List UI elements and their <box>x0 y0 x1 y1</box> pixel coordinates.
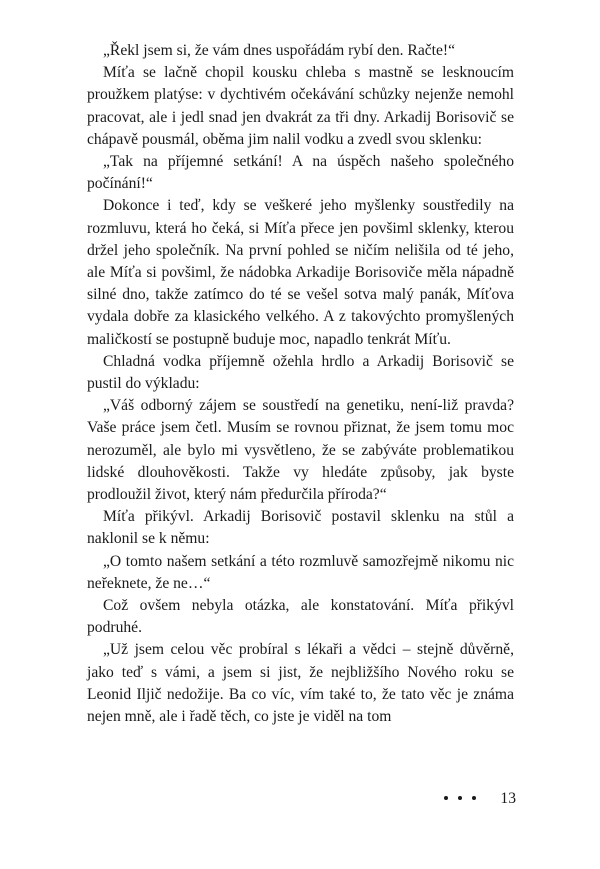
paragraph: Dokonce i teď, kdy se veškeré jeho myšlenky soustředily na rozmluvu, která ho čeká, si Míťa přece jen povšiml sklenky, kterou držel jeho společník. Na první pohled se ničím nelišila od té jeho, ale Míťa si povšiml, že nádobka Arkadije Borisoviče měla nápadně silné dno, takže zatímco do té se vešel sotva malý panák, Míťova vydala dobře za klasického velkého. A z takovýchto promyšlených maličkostí se postupně buduje moc, napadlo tenkrát Míťu. <box>87 197 514 348</box>
paragraph: „Tak na příjemné setkání! A na úspěch našeho společného počínání!“ <box>87 153 514 193</box>
paragraph: „O tomto našem setkání a této rozmluvě samozřejmě nikomu nic neřeknete, že ne…“ <box>87 552 514 592</box>
paragraph: Což ovšem nebyla otázka, ale konstatování. Míťa přikývl podruhé. <box>87 597 514 637</box>
paragraph: „Váš odborný zájem se soustředí na genetiku, není-liž pravda? Vaše práce jsem četl. Musím se rovnou přiznat, že jsem tomu moc nerozuměl, ale bylo mi vysvětleno, že se zabýváte problematikou lidské dlouhověkosti. Takže vy hledáte způsoby, jak byste prodloužil život, který nám předurčila příroda?“ <box>87 397 514 504</box>
paragraph: „Už jsem celou věc probíral s lékaři a vědci – stejně důvěrně, jako teď s vámi, a jsem si jist, že nejbližšího Nového roku se Leonid Iljič nedožije. Ba co víc, vím také to, že tato věc je známa nejen mně, ale i řadě těch, co jste je viděl na tom <box>87 641 514 726</box>
paragraph: Míťa přikývl. Arkadij Borisovič postavil sklenku na stůl a naklonil se k němu: <box>87 508 514 548</box>
paragraph: „Řekl jsem si, že vám dnes uspořádám rybí den. Račte!“ <box>103 42 456 59</box>
paragraph: Chladná vodka příjemně ožehla hrdlo a Arkadij Borisovič se pustil do výkladu: <box>87 352 514 393</box>
paragraph: Míťa se lačně chopil kousku chleba s mastně se lesknoucím proužkem platýse: v dychtivém očekávání schůzky nejenže nemohl pracovat, ale i jedl snad jen dvakrát za tři dny. Arkadij Borisovič se chápavě pousmál, oběma jim nalil vodku a zvedl svou sklenku: <box>87 64 514 148</box>
body-text <box>87 40 514 728</box>
page-number: 13 <box>500 790 516 807</box>
ornament-dots-icon <box>444 796 484 802</box>
page-footer <box>444 788 526 810</box>
